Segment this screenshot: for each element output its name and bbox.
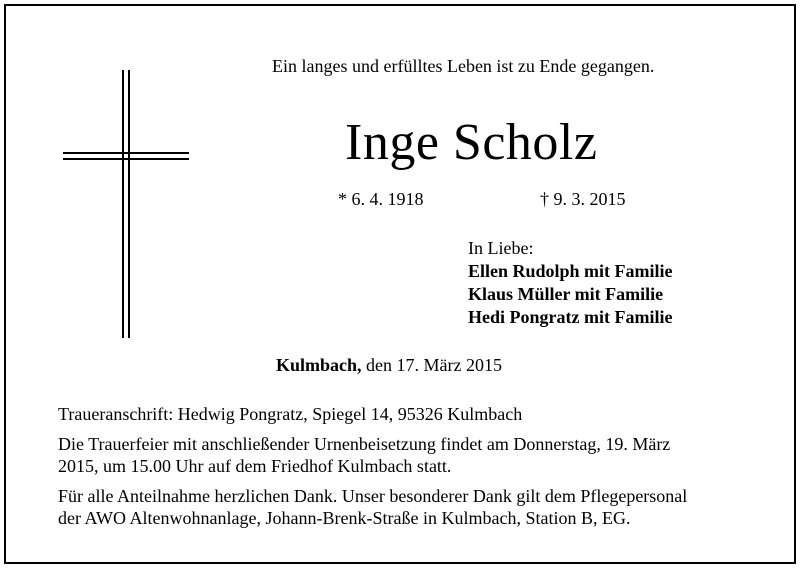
mourner-family: Klaus Müller mit Familie: [468, 284, 664, 304]
mourner-family: Ellen Rudolph mit Familie: [468, 261, 673, 281]
deceased-name: Inge Scholz: [345, 114, 598, 171]
death-date: † 9. 3. 2015: [540, 189, 626, 209]
intro-text: Ein langes und erfülltes Leben ist zu Ende gegangen.: [272, 56, 655, 76]
thanks-paragraph: [58, 485, 758, 529]
place-date-line: [276, 356, 502, 374]
place-name: Kulmbach,: [276, 355, 362, 375]
thanks-line: der AWO Altenwohnanlage, Johann-Brenk-Straße in Kulmbach, Station B, EG.: [58, 508, 631, 528]
mourners-block: [468, 237, 673, 329]
birth-date: * 6. 4. 1918: [338, 189, 424, 209]
address-text: Traueranschrift: Hedwig Pongratz, Spiegel 14, 95326 Kulmbach: [58, 404, 523, 424]
notice-date: den 17. März 2015: [361, 355, 502, 375]
mourner-family: Hedi Pongratz mit Familie: [468, 307, 673, 327]
mourners-heading: In Liebe:: [468, 238, 534, 258]
thanks-line: Für alle Anteilnahme herzlichen Dank. Unser besonderer Dank gilt dem Pflegepersonal: [58, 486, 688, 506]
ceremony-line: 2015, um 15.00 Uhr auf dem Friedhof Kulmbach statt.: [58, 456, 452, 476]
ceremony-paragraph: [58, 433, 758, 477]
address-paragraph: [58, 403, 758, 425]
ceremony-line: Die Trauerfeier mit anschließender Urnenbeisetzung findet am Donnerstag, 19. März: [58, 434, 671, 454]
